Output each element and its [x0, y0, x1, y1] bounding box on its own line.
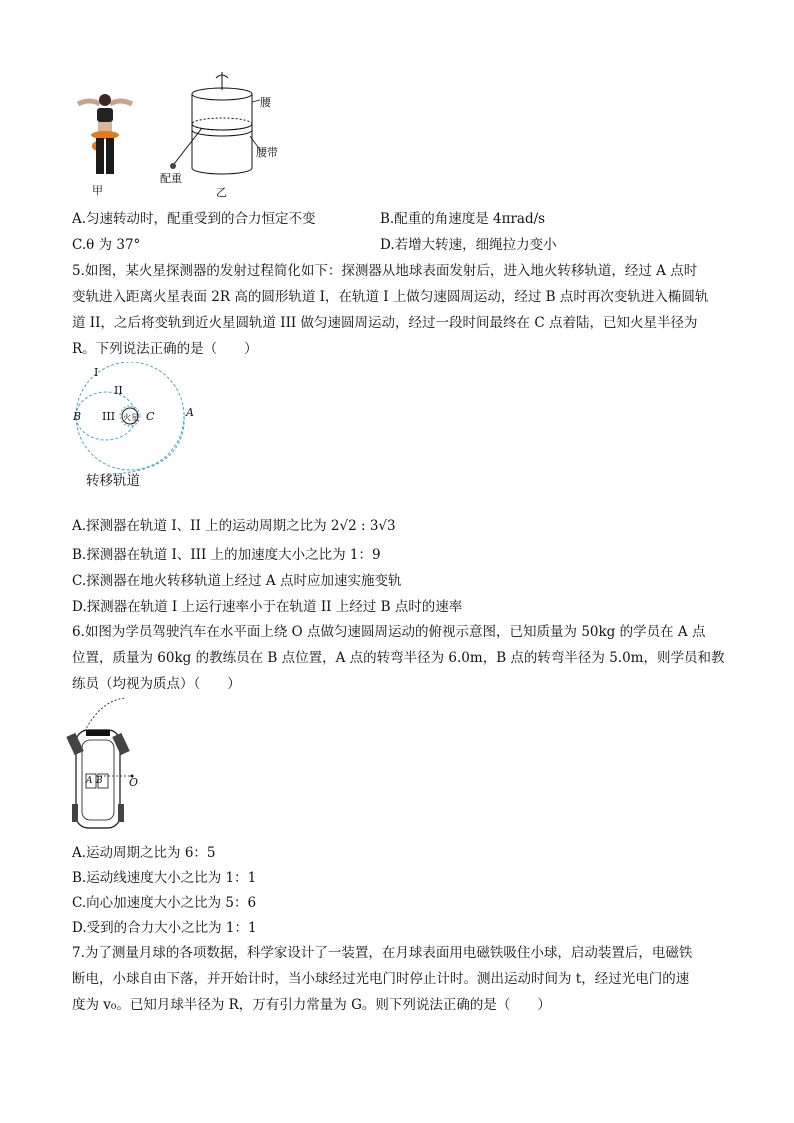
q5-option-b: B.探测器在轨道 I、III 上的加速度大小之比为 1：9: [72, 547, 381, 563]
q4-label-waist: 腰: [260, 96, 271, 109]
q4-fig-yi-label: 乙: [216, 186, 227, 199]
q5-stem-line1: 5.如图，某火星探测器的发射过程简化如下：探测器从地球表面发射后，进入地火转移轨道，经过 A 点时: [72, 263, 698, 279]
car-top-view: [66, 696, 166, 836]
counterweight-icon: [170, 163, 176, 169]
q5-label-a: A: [186, 406, 194, 419]
q5-stem-line3: 道 II，之后将变轨到近火星圆轨道 III 做匀速圆周运动，经过一段时间最终在 C 点着陆，已知火星半径为: [72, 315, 698, 331]
q5-stem-line2: 变轨进入距离火星表面 2R 高的圆形轨道 I，在轨道 I 上做匀速圆周运动，经过 B 点时再次变轨进入椭圆轨: [72, 289, 709, 305]
q6-label-a: A: [86, 776, 93, 786]
q5-option-c: C.探测器在地火转移轨道上经过 A 点时应加速实施变轨: [72, 573, 402, 589]
q6-car-figure: [66, 696, 166, 836]
q5-label-orbit3: III: [102, 410, 116, 423]
q5-label-orbit2: II: [114, 384, 123, 397]
q5-label-transfer: 转移轨道: [86, 473, 140, 489]
q4-label-belt: 腰带: [256, 146, 278, 159]
q4-figure-jia: [70, 90, 140, 197]
q5-option-d: D.探测器在轨道 I 上运行速率小于在轨道 II 上经过 B 点时的速率: [72, 599, 463, 615]
q4-label-weight: 配重: [160, 172, 182, 185]
q4-option-b: B.配重的角速度是 4πrad/s: [380, 211, 546, 227]
q4-option-a: A.匀速转动时，配重受到的合力恒定不变: [72, 211, 316, 227]
q5-option-a: A.探测器在轨道 I、II 上的运动周期之比为 2√2 : 3√3: [72, 518, 396, 534]
q5-label-mars: 火星: [123, 413, 139, 422]
q6-stem-line2: 位置，质量为 60kg 的教练员在 B 点位置，A 点的转弯半径为 6.0m，B 点的转弯半径为 5.0m，则学员和教: [72, 650, 725, 666]
q7-stem-line1: 7.为了测量月球的各项数据，科学家设计了一装置，在月球表面用电磁铁吸住小球，启动装置后，电磁铁: [72, 945, 693, 961]
q7-stem-line3: 度为 v₀。已知月球半径为 R，万有引力常量为 G。则下列说法正确的是（ ）: [72, 997, 551, 1013]
q6-stem-line1: 6.如图为学员驾驶汽车在水平面上绕 O 点做匀速圆周运动的俯视示意图，已知质量为 50kg 的学员在 A 点: [72, 624, 706, 640]
person-with-belt-image: [70, 90, 140, 190]
q6-stem-line3: 练员（均视为质点）（ ）: [72, 676, 241, 692]
q5-orbit-figure: [68, 362, 218, 492]
q5-label-b: B: [73, 410, 82, 423]
q5-stem-line4: R。下列说法正确的是（ ）: [72, 341, 258, 357]
q6-option-c: C.向心加速度大小之比为 5：6: [72, 895, 257, 911]
q4-fig-jia-label: 甲: [92, 184, 103, 197]
q5-label-orbit1: I: [94, 366, 99, 379]
q6-label-o: O: [129, 776, 139, 789]
q6-option-d: D.受到的合力大小之比为 1：1: [72, 920, 257, 936]
q5-label-c: C: [146, 410, 155, 423]
q4-figure-yi: [160, 68, 290, 198]
q7-stem-line2: 断电，小球自由下落，并开始计时，当小球经过光电门时停止计时。测出运动时间为 t，经过光电门的速: [72, 971, 690, 987]
q6-option-a: A.运动周期之比为 6：5: [72, 845, 216, 861]
q6-option-b: B.运动线速度大小之比为 1：1: [72, 870, 257, 886]
q4-option-c: C.θ 为 37°: [72, 237, 141, 253]
q4-option-d: D.若增大转速，细绳拉力变小: [380, 237, 557, 253]
q6-label-b: B: [96, 776, 103, 786]
